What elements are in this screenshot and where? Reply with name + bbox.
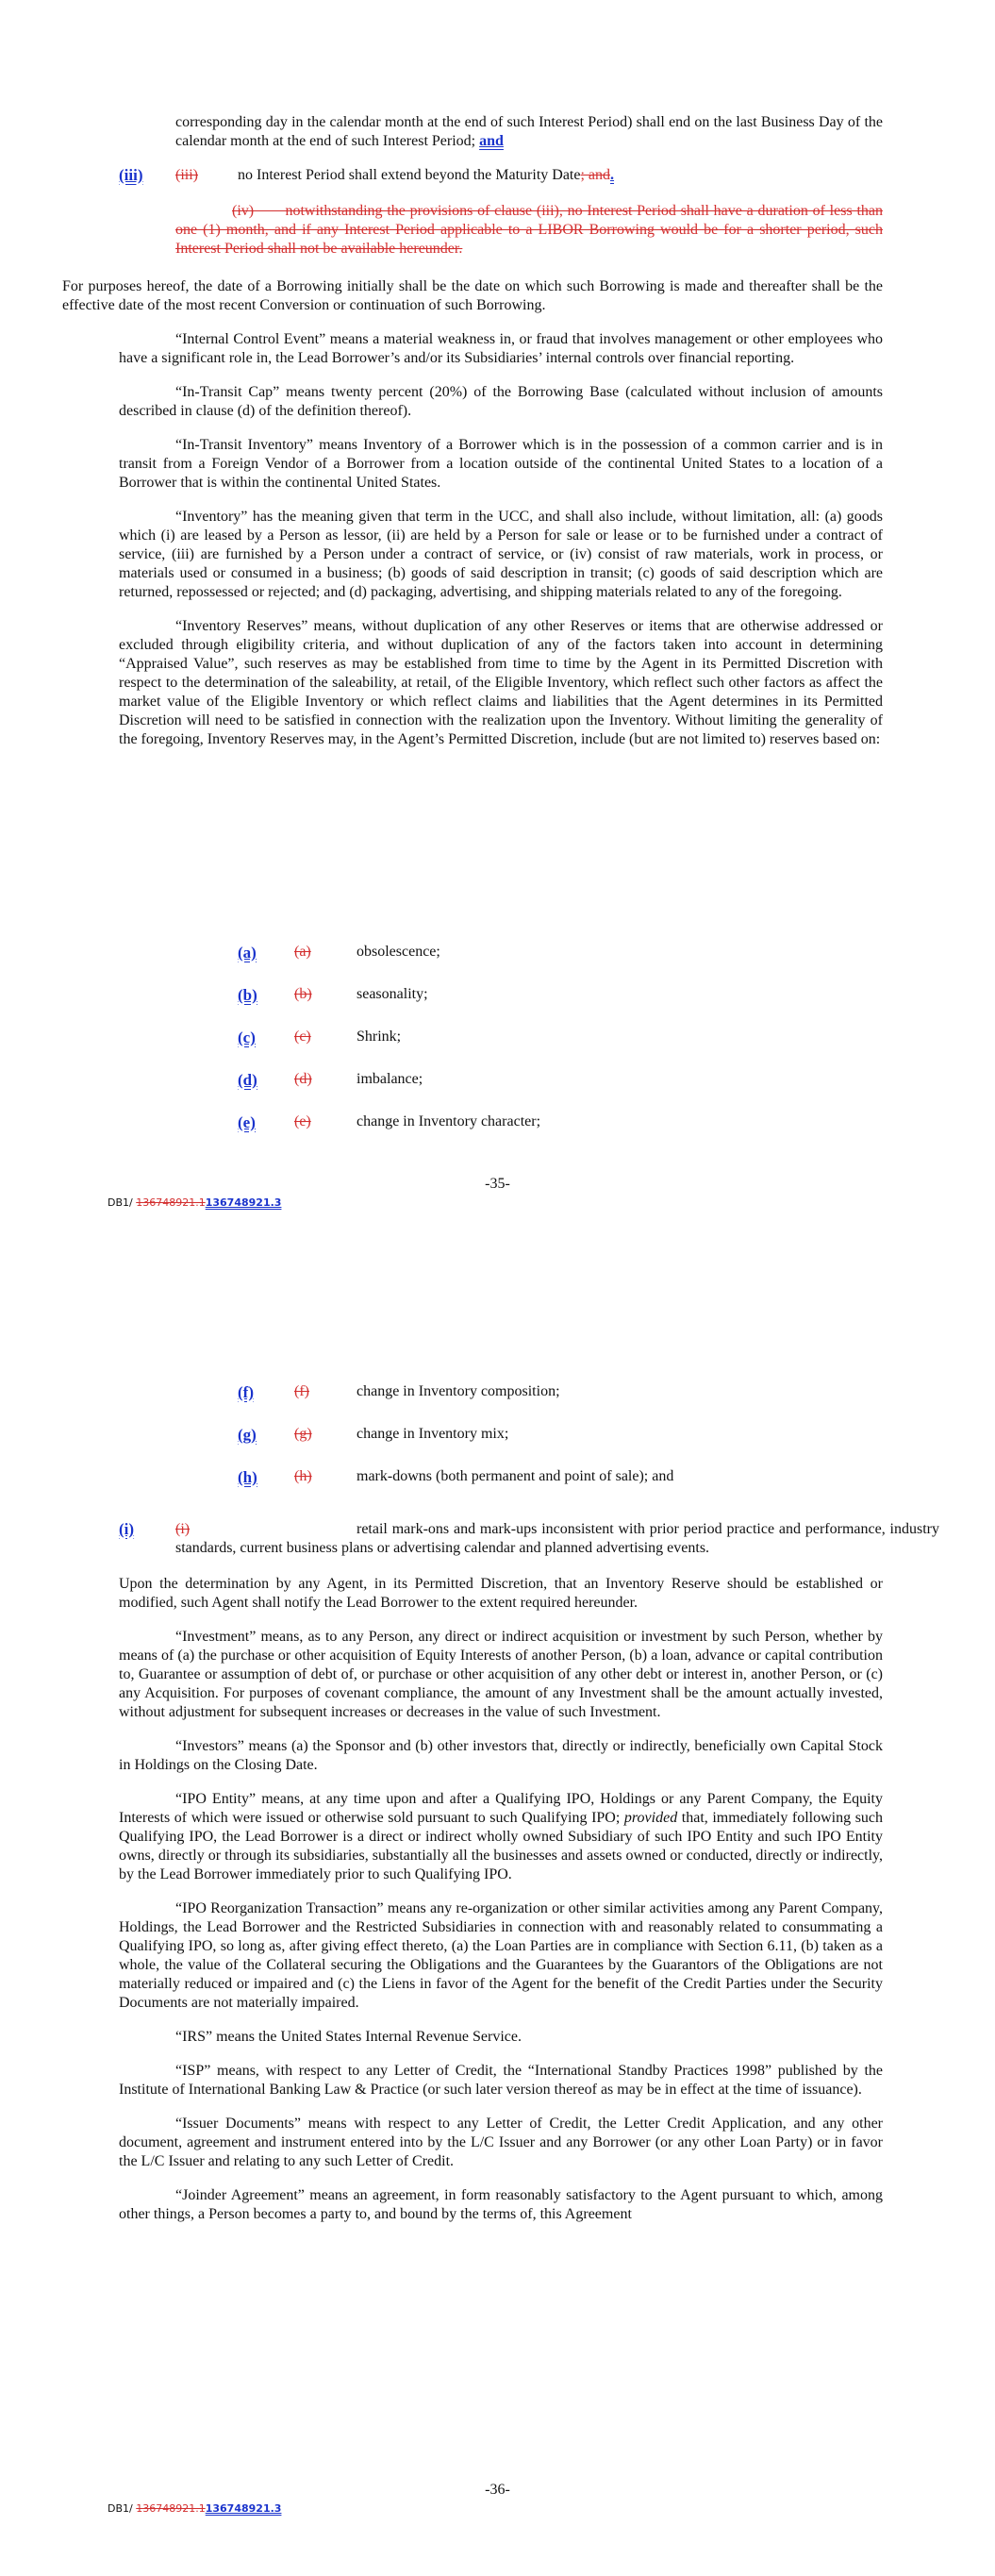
reserve-item (119, 1383, 995, 1402)
def-inventory: “Inventory” has the meaning given that term in the UCC, and shall also include, without limitation, all: (a) goods which (i) are leased by a Person as lessor, (ii) are held by a Person for sale or lease or to be furnished under a contract of service, (iii) are furnished by a Person under a contract of service, or (iv) consist of raw materials, work in process, or materials used or consumed in a business; (b) goods of said description in transit; (c) goods of said description which are returned, repossessed or rejected; and (d) packaging, advertising, and shipping materials related to any of the foregoing. (119, 509, 883, 600)
def-ipo-entity: “IPO Entity” means, at any time upon and after a Qualifying IPO, Holdings or any Parent Company, the Equity Interests of which were issued or otherwise sold pursuant to such Qualifying IPO; provided that, immediately following such Qualifying IPO, the Lead Borrower is a direct or indirect wholly owned Subsidiary of such IPO Entity and such IPO Entity owns, directly or through its subsidiaries, substantially all the businesses and assets owned or conducted, directly or indirectly, by the Lead Borrower immediately prior to such Qualifying IPO. (119, 1791, 884, 1882)
reserve-item (119, 1029, 995, 1047)
footer-deleted-docnum: 136748921.1 (136, 1196, 206, 1209)
reserve-item-new-label: (c) (238, 1029, 256, 1046)
purposes-paragraph: For purposes hereof, the date of a Borrowing initially shall be the date on which such Borrowing is made and thereafter shall be the effective date of the most recent Conversion or continuation of such Borrowing. (62, 278, 883, 313)
reserve-item-old-label: (b) (294, 986, 312, 1002)
reserve-item (119, 986, 995, 1005)
reserve-item-new-label: (d) (238, 1071, 257, 1089)
reserve-item (119, 1071, 995, 1090)
reserve-item-new-label: (e) (238, 1113, 256, 1131)
page-36-body (119, 1520, 939, 2239)
reserve-item-old-label: (h) (294, 1468, 312, 1484)
footer-inserted-docnum: 136748921.3 (205, 2502, 282, 2515)
clause-iv-deleted: (iv) notwithstanding the provisions of clause (iii), no Interest Period shall have a duration of less than one (1) month, and if any Interest Period applicable to a LIBOR Borrowing would be for a shorter period, such Interest Period shall not be available hereunder. (175, 203, 883, 257)
inserted-and: and (479, 133, 504, 149)
reserve-item-text: imbalance; (357, 1071, 423, 1087)
page-36 (0, 1255, 995, 2576)
def-isp: “ISP” means, with respect to any Letter of Credit, the “International Standby Practices 1998” published by the Institute of International Banking Law & Practice (or such later version thereof as may be in effect at the time of issuance). (119, 2063, 883, 2098)
reserve-item-new-label: (h) (238, 1468, 257, 1486)
def-in-transit-inventory: “In-Transit Inventory” means Inventory of a Borrower which is in the possession of a common carrier and is in transit from a Foreign Vendor of a Borrower from a location outside of the continental United States to a location of a Borrower that is within the continental United States. (119, 437, 883, 491)
reserve-item-old-label: (e) (294, 1113, 311, 1129)
reserve-item-old-label: (f) (294, 1383, 309, 1399)
reserve-item (119, 1426, 995, 1445)
def-in-transit-cap: “In-Transit Cap” means twenty percent (20%) of the Borrowing Base (calculated without inclusion of amounts described in clause (d) of the definition thereof). (119, 384, 883, 419)
document-footer (108, 1196, 281, 1209)
reserve-item-new-label: (b) (238, 986, 257, 1004)
reserve-item-text: obsolescence; (357, 944, 440, 960)
reserve-item-old-label: (g) (294, 1426, 312, 1442)
provided-italic: provided (623, 1810, 678, 1826)
reserve-item-new-label: (i) (119, 1520, 135, 1538)
footer-inserted-docnum: 136748921.3 (205, 1196, 282, 1209)
def-investment: “Investment” means, as to any Person, any direct or indirect acquisition or investment by such Person, whether by means of (a) the purchase or other acquisition of Equity Interests of another Person, (b) a loan, advance or capital contribution to, Guarantee or assumption of debt of, or purchase or other acquisition of any other debt or interest in, another Person, or (c) any Acquisition. For purposes of covenant compliance, the amount of any Investment shall be the amount actually invested, without adjustment for subsequent increases or decreases in the value of such Investment. (119, 1629, 883, 1720)
def-irs: “IRS” means the United States Internal Revenue Service. (175, 2029, 522, 2045)
reserve-item-text: change in Inventory mix; (357, 1426, 509, 1442)
reserve-item (119, 944, 995, 962)
clause-iii-deleted: ; and (580, 167, 611, 183)
reserve-item-text: change in Inventory composition; (357, 1383, 560, 1399)
def-internal-control-event: “Internal Control Event” means a material weakness in, or fraud that involves management or other employees who have a significant role in, the Lead Borrower’s and/or its Subsidiaries’ internal controls over financial reporting. (119, 331, 883, 366)
reserve-item-text: mark-downs (both permanent and point of sale); and (357, 1468, 674, 1484)
footer-prefix: DB1/ (108, 1196, 133, 1209)
reserve-item-text: seasonality; (357, 986, 428, 1002)
page-35 (0, 0, 995, 1255)
reserve-item-old-label: (i) (175, 1521, 191, 1537)
page-number: -35- (485, 1176, 510, 1192)
reserve-item-text: Shrink; (357, 1029, 402, 1045)
reserve-item (119, 1113, 995, 1132)
def-issuer-documents: “Issuer Documents” means with respect to any Letter of Credit, the Letter Credit Application, and any other document, agreement and instrument entered into by the L/C Issuer and any Borrower (or any other Loan Party) or in favor the L/C Issuer and relating to any such Letter of Credit. (119, 2116, 883, 2169)
reserve-item-i (0, 1520, 939, 1558)
reserve-item-text: change in Inventory character; (357, 1113, 541, 1129)
clause-iii-inserted: . (610, 167, 615, 183)
footer-prefix: DB1/ (108, 2502, 133, 2515)
clause-iii-text: no Interest Period shall extend beyond the Maturity Date; and. (238, 167, 615, 183)
reserve-item-new-label: (a) (238, 944, 257, 962)
reserve-item (119, 1468, 995, 1487)
clause-iii (0, 166, 883, 185)
def-inventory-reserves: “Inventory Reserves” means, without duplication of any other Reserves or items that are otherwise addressed or excluded through eligibility criteria, and without duplication of any of the factors taken into account in determining “Appraised Value”, such reserves as may be established from time to time by the Agent in its Permitted Discretion with respect to the determination of the saleability, at retail, of the Eligible Inventory, which reflect such other factors as affect the market value of the Eligible Inventory or which reflect claims and liabilities that the Agent determines in its Permitted Discretion will need to be satisfied in connection with the realization upon the Inventory. Without limiting the generality of the foregoing, Inventory Reserves may, in the Agent’s Permitted Discretion, include (but are not limited to) reserves based on: (119, 618, 883, 747)
interest-period-continuation: corresponding day in the calendar month at the end of such Interest Period) shall end on the last Business Day of the calendar month at the end of such Interest Period; and (175, 114, 883, 149)
reserve-item-old-label: (c) (294, 1029, 311, 1045)
footer-deleted-docnum: 136748921.1 (136, 2502, 206, 2515)
reserve-items-f-h (0, 1383, 995, 1511)
page-number: -36- (485, 2482, 510, 2498)
reserve-item-new-label: (g) (238, 1426, 257, 1444)
reserve-item-old-label: (a) (294, 944, 311, 960)
reserve-item-old-label: (d) (294, 1071, 312, 1087)
clause-iii-new-label: (iii) (119, 166, 143, 184)
def-ipo-reorganization: “IPO Reorganization Transaction” means any re-organization or other similar activities among any Parent Company, Holdings, the Lead Borrower and the Restricted Subsidiaries in connection with and reasonably related to consummating a Qualifying IPO, so long as, after giving effect thereto, (a) the Loan Parties are in compliance with Section 6.11, (b) taken as a whole, the value of the Collateral securing the Obligations and the Guarantees by the Guarantors of the Obligations are not materially reduced or impaired and (c) the Liens in favor of the Agent for the benefit of the Credit Parties under the Security Documents are not materially impaired. (119, 1900, 883, 2011)
reserve-item-text: retail mark-ons and mark-ups inconsistent with prior period practice and performance, industry standards, current business plans or advertising calendar and planned advertising events. (175, 1521, 939, 1556)
document-footer (108, 2502, 281, 2515)
reserve-item-new-label: (f) (238, 1383, 254, 1401)
def-investors: “Investors” means (a) the Sponsor and (b) other investors that, directly or indirectly, beneficially own Capital Stock in Holdings on the Closing Date. (119, 1738, 883, 1773)
def-joinder-agreement: “Joinder Agreement” means an agreement, in form reasonably satisfactory to the Agent pursuant to which, among other things, a Person becomes a party to, and bound by the terms of, this Agreement (119, 2187, 883, 2222)
page-35-body (62, 113, 883, 764)
clause-iii-old-label: (iii) (175, 167, 198, 183)
upon-determination-paragraph: Upon the determination by any Agent, in its Permitted Discretion, that an Inventory Reserve should be established or modified, such Agent shall notify the Lead Borrower to the extent required hereunder. (119, 1576, 883, 1611)
reserve-items-a-e (0, 944, 995, 1156)
